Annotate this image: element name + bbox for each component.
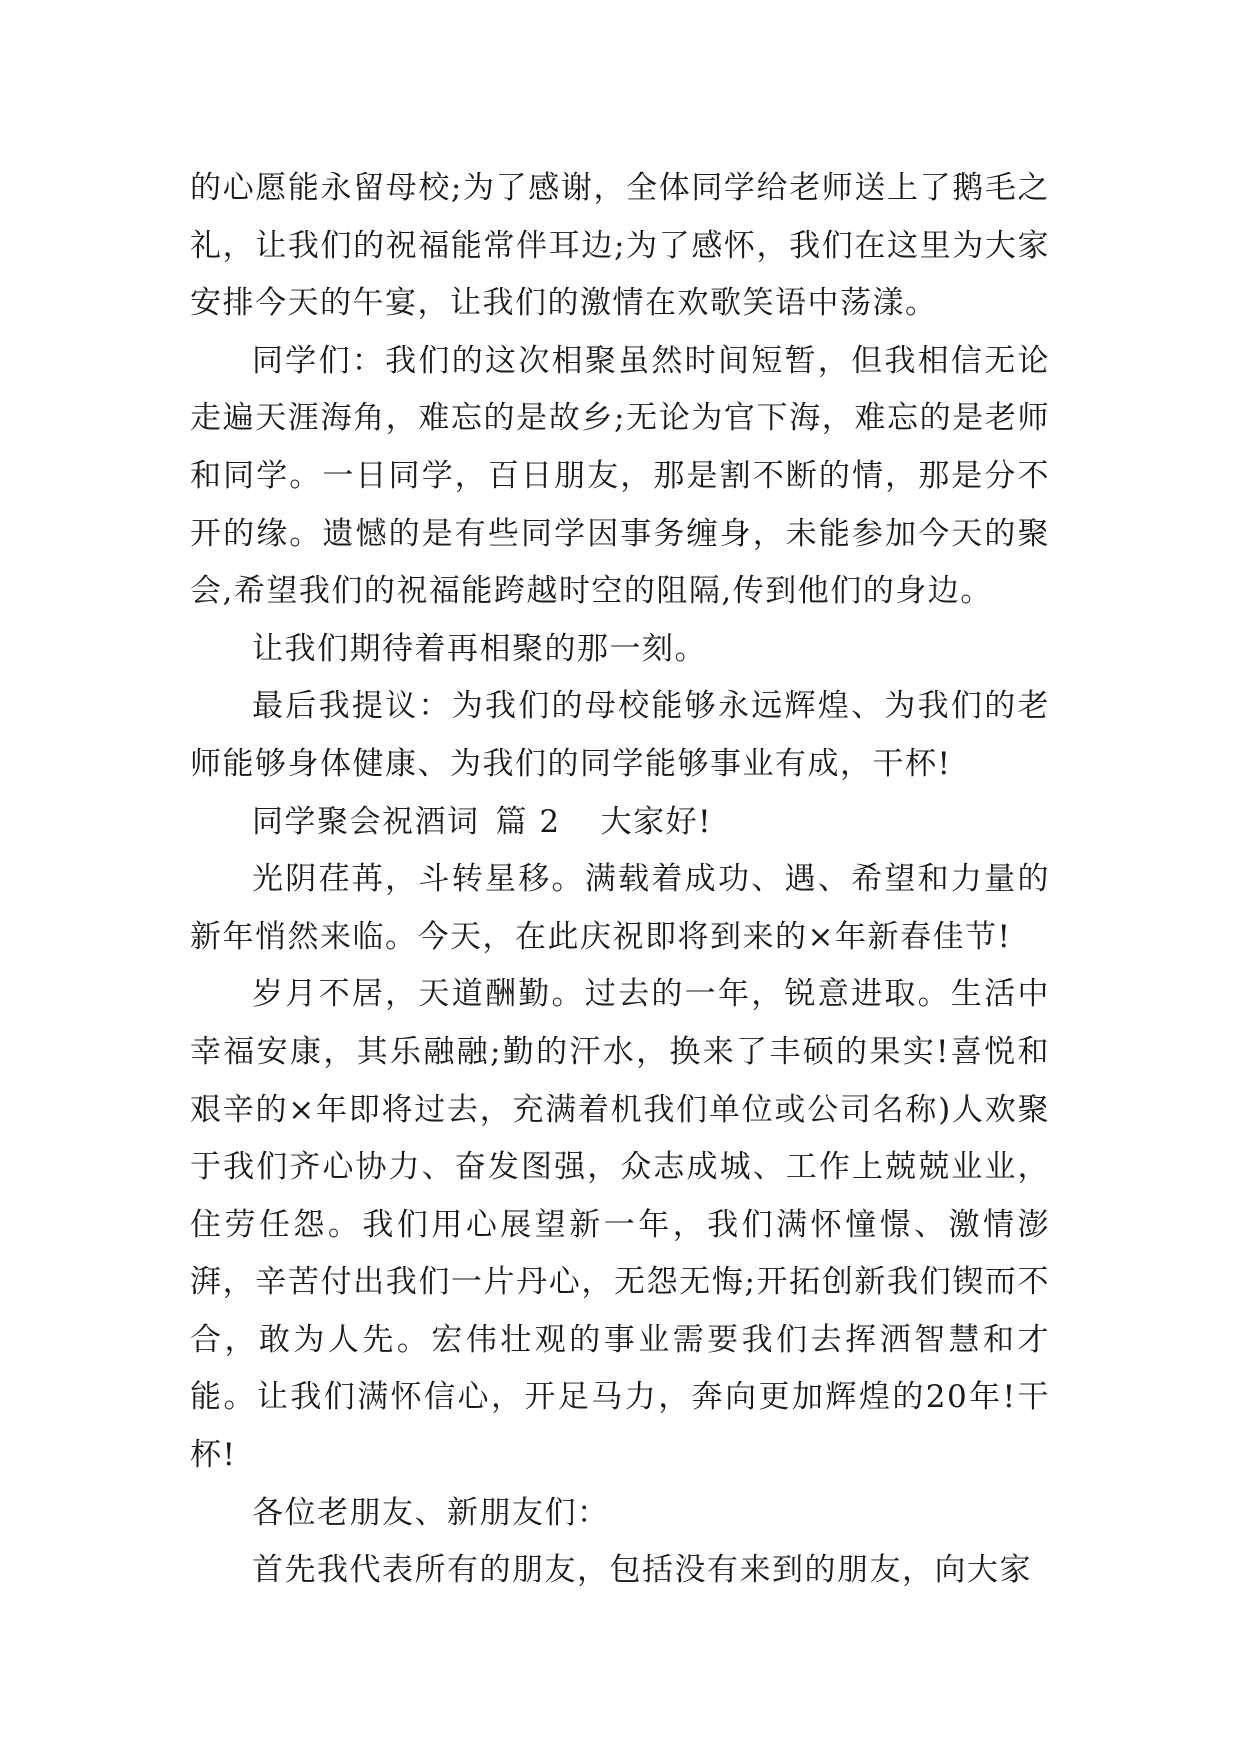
document-body (190, 160, 1050, 1600)
section-number: 篇 2 (495, 803, 561, 840)
paragraph: 岁月不居，天道酬勤。过去的一年，锐意进取。生活中幸福安康，其乐融融;勤的汗水，换来了丰硕的果实!喜悦和艰辛的×年即将过去，充满着机我们单位或公司名称)人欢聚于我们齐心协力、奋发图强，众志成城、工作上兢兢业业，住劳任怨。我们用心展望新一年，我们满怀憧憬、激情澎湃，辛苦付出我们一片丹心，无怨无悔;开拓创新我们锲而不合，敢为人先。宏伟壮观的事业需要我们去挥洒智慧和才能。让我们满怀信心，开足马力，奔向更加辉煌的20年!干杯! (190, 976, 1050, 1474)
paragraph: 光阴荏苒，斗转星移。满载着成功、遇、希望和力量的新年悄然来临。今天，在此庆祝即将到来的×年新春佳节! (190, 861, 1050, 955)
paragraph: 最后我提议：为我们的母校能够永远辉煌、为我们的老师能够身体健康、为我们的同学能够事业有成，干杯! (190, 688, 1050, 782)
paragraph: 让我们期待着再相聚的那一刻。 (252, 630, 707, 667)
paragraph: 同学们：我们的这次相聚虽然时间短暂，但我相信无论走遍天涯海角，难忘的是故乡;无论为官下海，难忘的是老师和同学。一日同学，百日朋友，那是割不断的情，那是分不开的缘。遗憾的是有些同学因事务缠身，未能参加今天的聚会,希望我们的祝福能跨越时空的阻隔,传到他们的身边。 (190, 342, 1050, 610)
paragraph: 首先我代表所有的朋友，包括没有来到的朋友，向大家 (252, 1552, 1032, 1589)
paragraph: 的心愿能永留母校;为了感谢，全体同学给老师送上了鹅毛之礼，让我们的祝福能常伴耳边;为了感怀，我们在这里为大家安排今天的午宴，让我们的激情在欢歌笑语中荡漾。 (190, 170, 1050, 322)
section-title: 同学聚会祝酒词 (252, 803, 480, 840)
paragraph: 各位老朋友、新朋友们： (252, 1494, 610, 1531)
section-heading (190, 794, 1050, 852)
section-greeting: 大家好! (600, 803, 713, 840)
